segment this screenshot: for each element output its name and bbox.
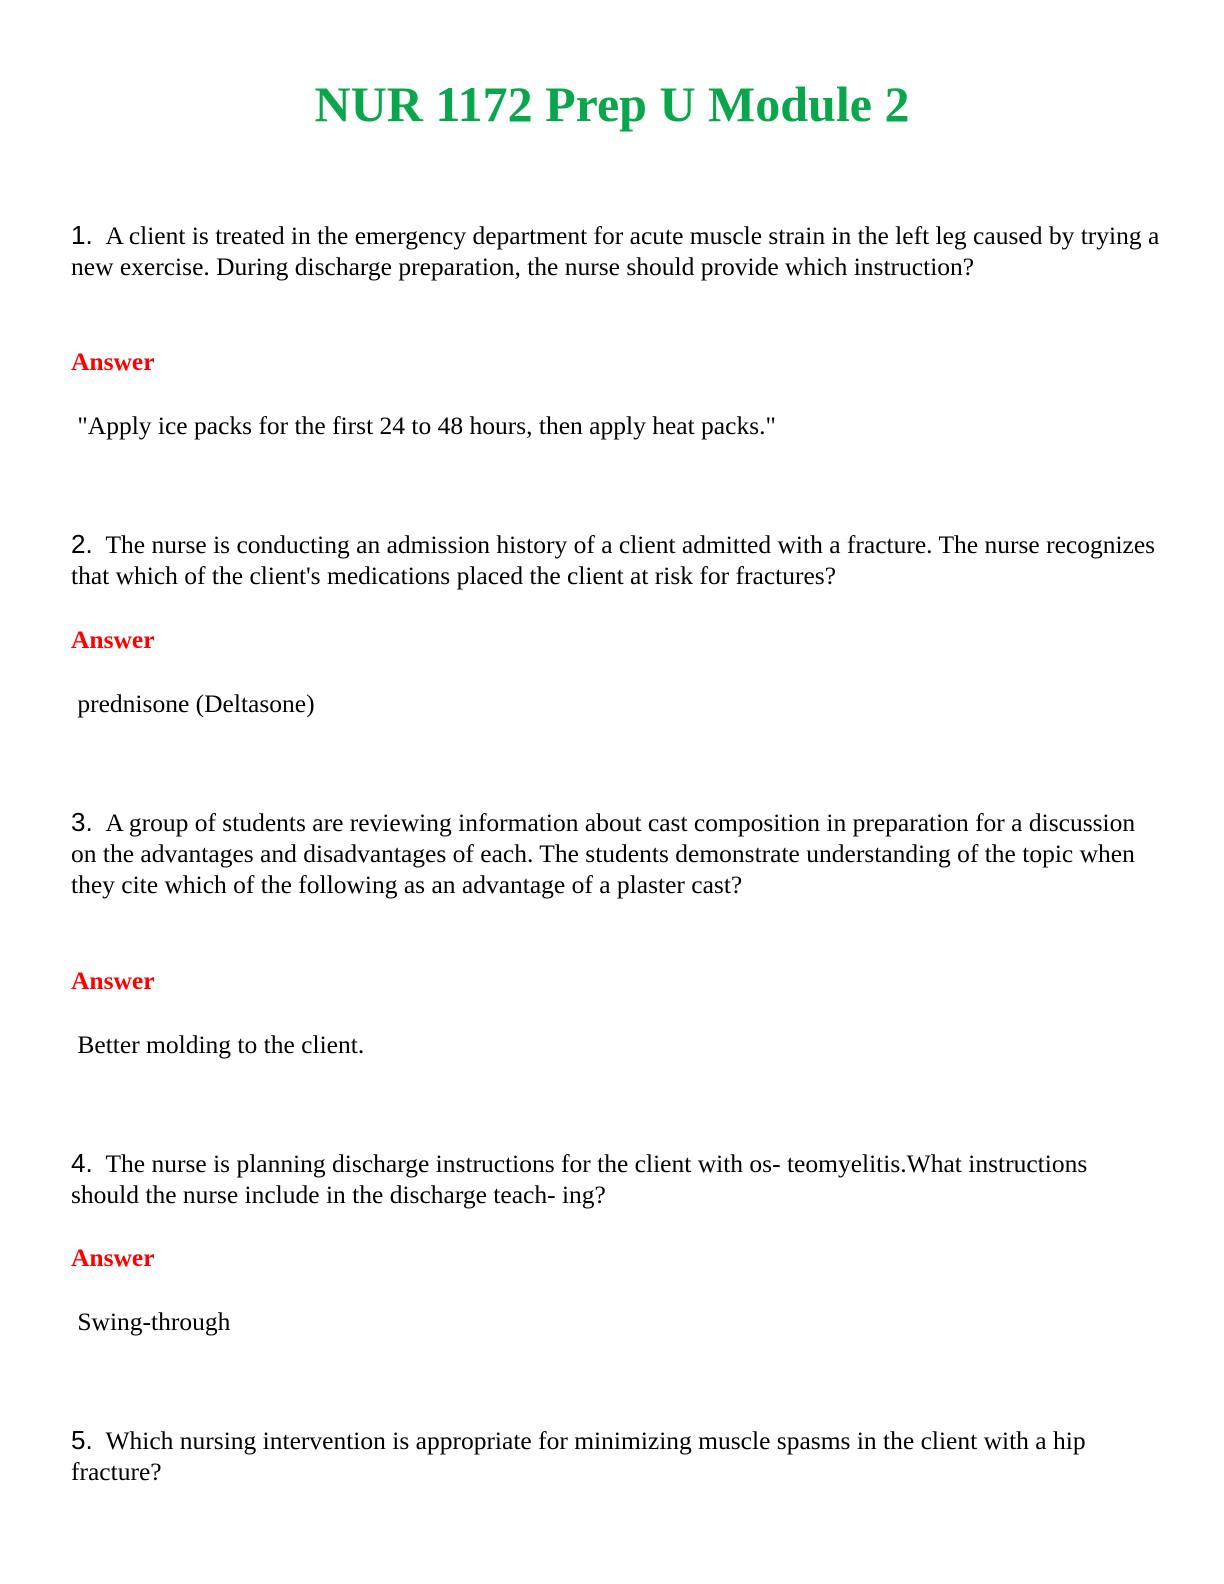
answer-label: Answer bbox=[71, 1243, 155, 1272]
question-1 bbox=[71, 220, 1161, 282]
question-number: 2. bbox=[71, 529, 93, 559]
answer-text: Swing-through bbox=[71, 1307, 231, 1336]
answer-label: Answer bbox=[71, 625, 155, 654]
answer-label: Answer bbox=[71, 966, 155, 995]
question-text: A group of students are reviewing information about cast composition in preparation for a discussion on the advantages and disadvantages of each. The students demonstrate understanding of the topic when they cite which of the following as an advantage of a plaster cast? bbox=[71, 808, 1136, 899]
question-4 bbox=[71, 1148, 1161, 1210]
answer-label: Answer bbox=[71, 347, 155, 376]
question-text: Which nursing intervention is appropriate for minimizing muscle spasms in the client with a hip fracture? bbox=[71, 1426, 1086, 1486]
question-number: 4. bbox=[71, 1148, 93, 1178]
question-text: The nurse is conducting an admission history of a client admitted with a fracture. The nurse recognizes that which of the client's medications placed the client at risk for fractures? bbox=[71, 530, 1156, 590]
question-5 bbox=[71, 1425, 1161, 1487]
page-title: NUR 1172 Prep U Module 2 bbox=[314, 76, 910, 132]
question-text: The nurse is planning discharge instructions for the client with os- teomyelitis.What instructions should the nurse include in the discharge teach- ing? bbox=[71, 1149, 1088, 1209]
question-text: A client is treated in the emergency department for acute muscle strain in the left leg caused by trying a new exercise. During discharge preparation, the nurse should provide which instruction? bbox=[71, 221, 1160, 281]
answer-text: prednisone (Deltasone) bbox=[71, 689, 315, 718]
question-3 bbox=[71, 807, 1161, 900]
answer-text: Better molding to the client. bbox=[71, 1030, 365, 1059]
question-number: 1. bbox=[71, 220, 93, 250]
answer-text: "Apply ice packs for the first 24 to 48 hours, then apply heat packs." bbox=[71, 411, 776, 440]
question-number: 5. bbox=[71, 1425, 93, 1455]
question-number: 3. bbox=[71, 807, 93, 837]
question-2 bbox=[71, 529, 1161, 591]
